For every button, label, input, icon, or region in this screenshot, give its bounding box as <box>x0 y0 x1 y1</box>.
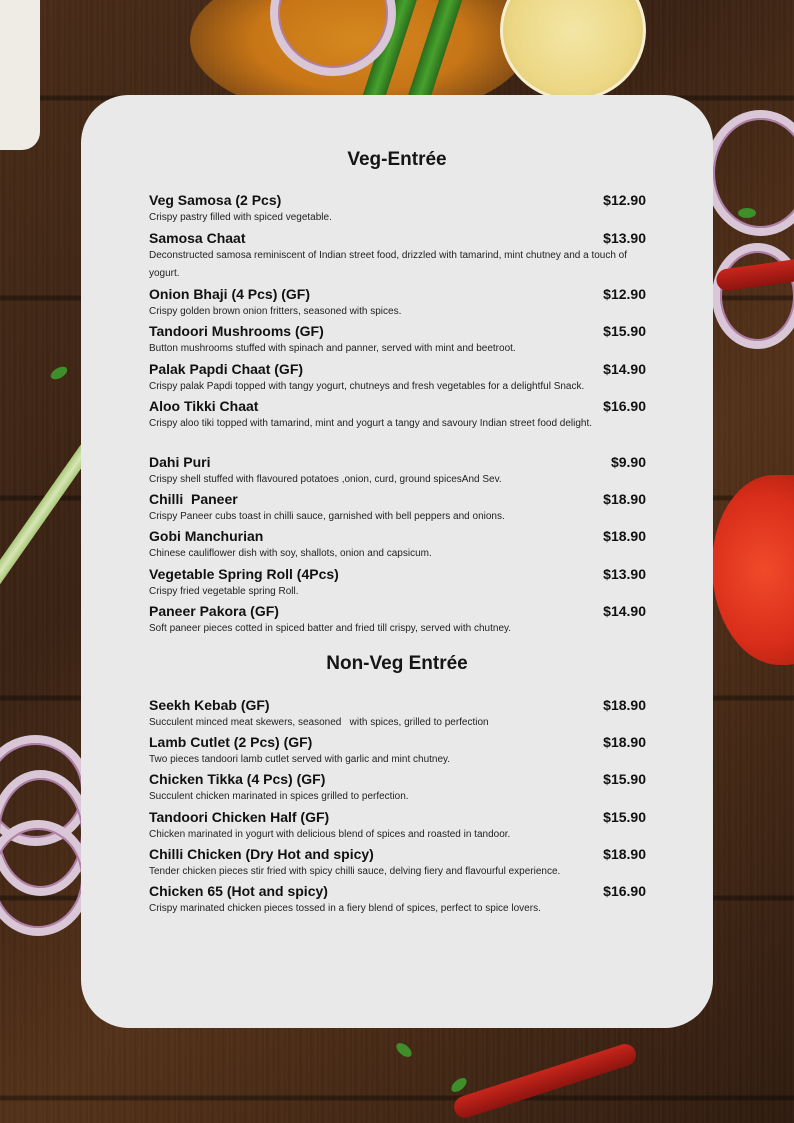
item-description: Crispy Paneer cubs toast in chilli sauce, garnished with bell peppers and onions. <box>149 511 505 522</box>
item-description: Chinese cauliflower dish with soy, shallots, onion and capsicum. <box>149 548 432 559</box>
item-name: Seekh Kebab (GF) <box>149 697 270 713</box>
section-title-veg-entree: Veg-Entrée <box>347 149 447 170</box>
red-chili-image <box>715 254 794 292</box>
item-description: Chicken marinated in yogurt with delicious blend of spices and roasted in tandoor. <box>149 829 511 840</box>
menu-item <box>149 323 646 358</box>
lemon-slice-image <box>500 0 646 101</box>
onion-ring-image <box>0 820 91 936</box>
tomato-rose-image <box>712 475 794 665</box>
item-price: $14.90 <box>603 361 646 377</box>
item-price: $13.90 <box>603 566 646 582</box>
menu-item <box>149 734 646 769</box>
menu-item <box>149 883 646 918</box>
item-name: Gobi Manchurian <box>149 528 264 544</box>
item-price: $14.90 <box>603 603 646 619</box>
item-description: Tender chicken pieces stir fried with spicy chilli sauce, delving fiery and flavourful experience. <box>149 866 561 877</box>
menu-card <box>81 95 713 1028</box>
menu-item <box>149 846 646 881</box>
item-price: $15.90 <box>603 809 646 825</box>
onion-ring-image <box>705 110 794 236</box>
item-description: Crispy pastry filled with spiced vegetable. <box>149 212 332 223</box>
section-title-non-veg-entree: Non-Veg Entrée <box>326 653 468 674</box>
item-name: Tandoori Mushrooms (GF) <box>149 323 324 339</box>
onion-ring-image <box>712 243 794 349</box>
item-price: $16.90 <box>603 883 646 899</box>
onion-ring-image <box>0 770 91 896</box>
item-description: Two pieces tandoori lamb cutlet served with garlic and mint chutney. <box>149 754 451 765</box>
menu-item <box>149 361 646 396</box>
item-name: Tandoori Chicken Half (GF) <box>149 809 330 825</box>
item-description: Crispy shell stuffed with flavoured potatoes ,onion, curd, ground spicesAnd Sev. <box>149 474 502 485</box>
menu-item <box>149 491 646 526</box>
menu-item <box>149 398 646 433</box>
item-name: Veg Samosa (2 Pcs) <box>149 192 282 208</box>
menu-item <box>149 809 646 844</box>
herb-leaf-image <box>449 1075 469 1094</box>
item-description: Crispy palak Papdi topped with tangy yogurt, chutneys and fresh vegetables for a delightful Snack. <box>149 381 585 392</box>
item-price: $9.90 <box>610 454 646 470</box>
item-name: Dahi Puri <box>149 454 211 470</box>
item-name: Chilli Chicken (Dry Hot and spicy) <box>149 846 374 862</box>
item-name: Samosa Chaat <box>149 230 246 246</box>
item-description: Button mushrooms stuffed with spinach and panner, served with mint and beetroot. <box>149 343 516 354</box>
menu-item <box>149 192 646 227</box>
item-price: $16.90 <box>603 398 646 414</box>
menu-item <box>149 286 646 321</box>
item-name: Paneer Pakora (GF) <box>149 603 279 619</box>
red-chili-image <box>451 1041 638 1121</box>
item-name: Vegetable Spring Roll (4Pcs) <box>149 566 339 582</box>
item-price: $18.90 <box>603 528 646 544</box>
item-price: $18.90 <box>603 491 646 507</box>
item-price: $18.90 <box>603 734 646 750</box>
item-price: $15.90 <box>603 771 646 787</box>
item-name: Chilli Paneer <box>149 491 238 507</box>
napkin-image <box>0 0 40 150</box>
item-name: Aloo Tikki Chaat <box>149 398 259 414</box>
item-description: Deconstructed samosa reminiscent of Indian street food, drizzled with tamarind, mint chutney and a touch of yogurt. <box>149 250 628 279</box>
menu-item <box>149 697 646 732</box>
item-price: $18.90 <box>603 697 646 713</box>
herb-leaf-image <box>49 364 70 382</box>
item-description: Soft paneer pieces cotted in spiced batter and fried till crispy, served with chutney. <box>149 623 512 634</box>
item-description: Crispy golden brown onion fritters, seasoned with spices. <box>149 306 402 317</box>
item-name: Palak Papdi Chaat (GF) <box>149 361 304 377</box>
item-description: Crispy aloo tiki topped with tamarind, mint and yogurt a tangy and savoury Indian street food delight. <box>149 418 593 429</box>
item-description: Crispy marinated chicken pieces tossed in a fiery blend of spices, perfect to spice lovers. <box>149 903 541 914</box>
item-name: Lamb Cutlet (2 Pcs) (GF) <box>149 734 313 750</box>
menu-item <box>149 230 646 283</box>
item-description: Crispy fried vegetable spring Roll. <box>149 586 299 597</box>
item-name: Chicken Tikka (4 Pcs) (GF) <box>149 771 326 787</box>
item-price: $13.90 <box>603 230 646 246</box>
onion-ring-image <box>270 0 396 76</box>
item-description: Succulent chicken marinated in spices grilled to perfection. <box>149 791 409 802</box>
item-description: Succulent minced meat skewers, seasoned with spices, grilled to perfection <box>149 717 489 728</box>
menu-item <box>149 454 646 489</box>
herb-leaf-image <box>394 1040 414 1059</box>
item-price: $15.90 <box>603 323 646 339</box>
item-price: $18.90 <box>603 846 646 862</box>
item-name: Onion Bhaji (4 Pcs) (GF) <box>149 286 311 302</box>
item-price: $12.90 <box>603 192 646 208</box>
menu-item <box>149 603 646 638</box>
onion-ring-image <box>0 735 91 846</box>
item-price: $12.90 <box>603 286 646 302</box>
menu-item <box>149 528 646 563</box>
menu-item <box>149 566 646 601</box>
herb-leaf-image <box>738 208 756 218</box>
menu-item <box>149 771 646 806</box>
item-name: Chicken 65 (Hot and spicy) <box>149 883 328 899</box>
